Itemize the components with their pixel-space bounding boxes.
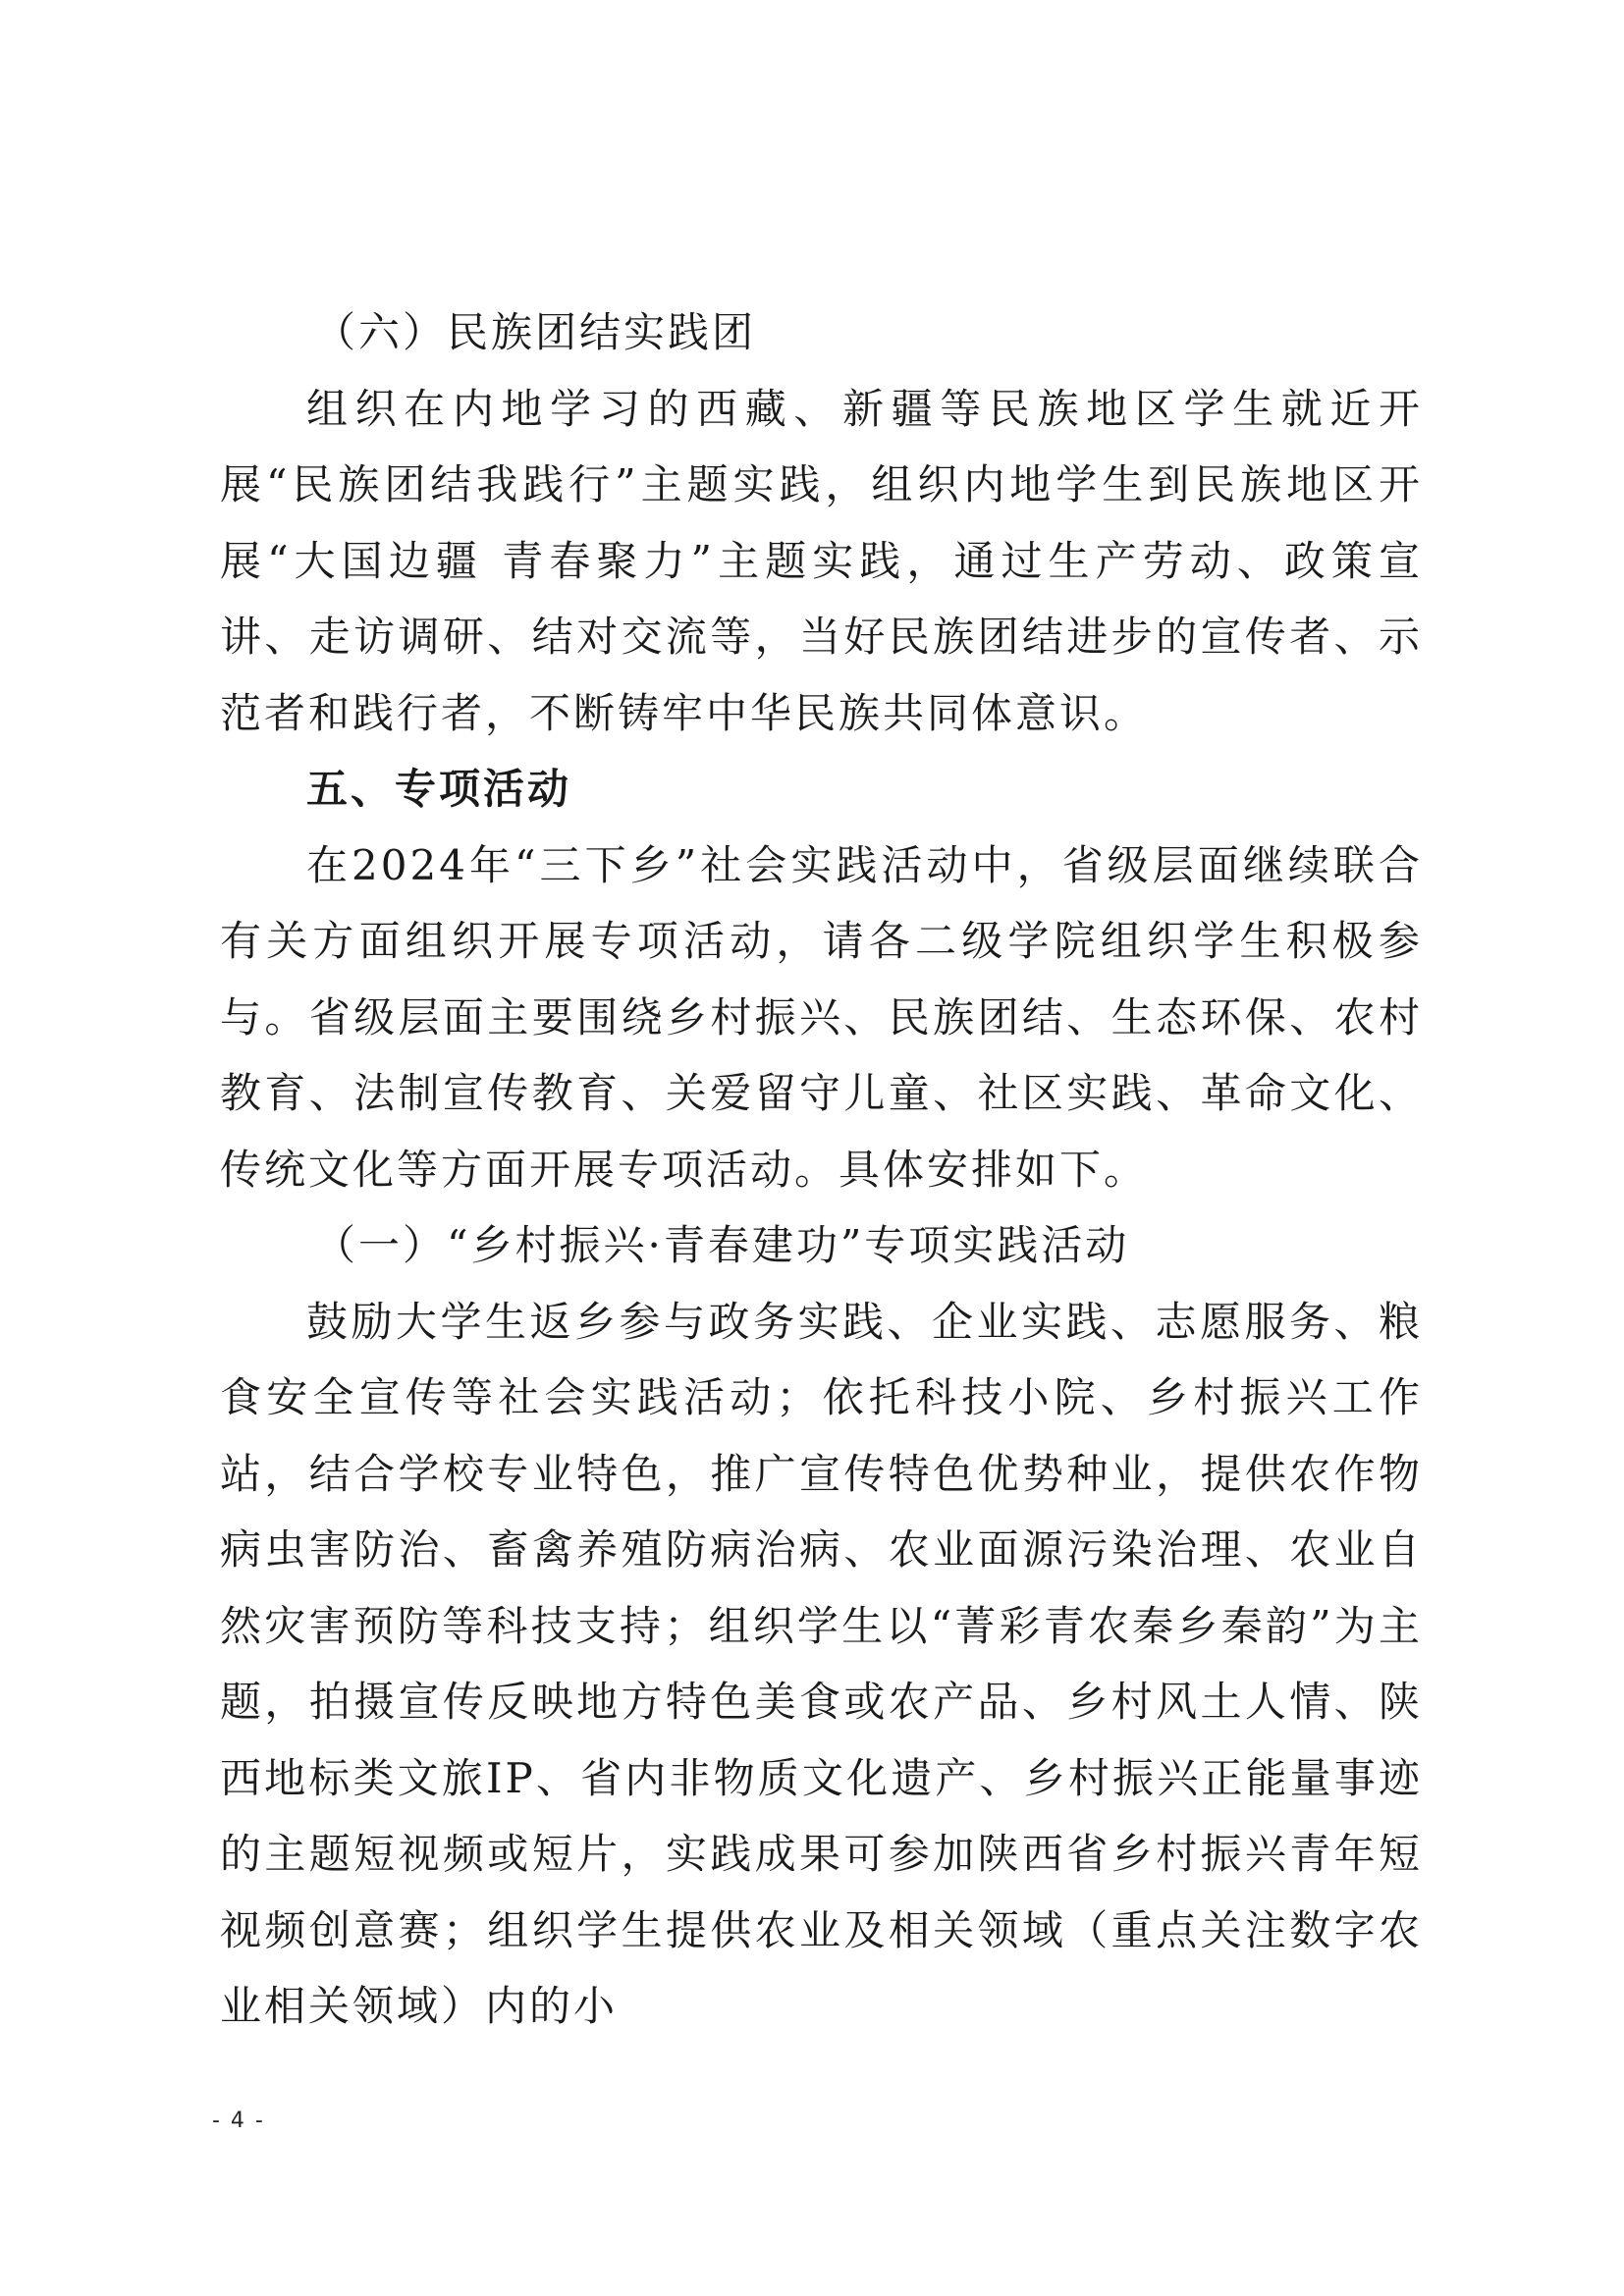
page-number: - 4 - bbox=[212, 2109, 265, 2133]
paragraph-ethnic-unity: 组织在内地学习的西藏、新疆等民族地区学生就近开展“民族团结我践行”主题实践，组织内地学生到民族地区开展“大国边疆 青春聚力”主题实践，通过生产劳动、政策宣讲、走访调研、结对交流等，当好民族团结进步的宣传者、示范者和践行者，不断铸牢中华民族共同体意识。 bbox=[220, 384, 1423, 737]
section-heading-ethnic-unity: （六）民族团结实践团 bbox=[314, 308, 757, 356]
section-heading-rural-revitalization: （一）“乡村振兴·青春建功”专项实践活动 bbox=[314, 1221, 1130, 1269]
paragraph-special-activities: 在2024年“三下乡”社会实践活动中，省级层面继续联合有关方面组织开展专项活动，请各二级学院组织学生积极参与。省级层面主要围绕乡村振兴、民族团结、生态环保、农村教育、法制宣传教育、关爱留守儿童、社区实践、革命文化、传统文化等方面开展专项活动。具体安排如下。 bbox=[220, 840, 1423, 1194]
part-heading-special-activities: 五、专项活动 bbox=[306, 765, 572, 813]
document-body bbox=[220, 294, 1423, 2045]
paragraph-rural-revitalization: 鼓励大学生返乡参与政务实践、企业实践、志愿服务、粮食安全宣传等社会实践活动；依托科技小院、乡村振兴工作站，结合学校专业特色，推广宣传特色优势种业，提供农作物病虫害防治、畜禽养殖防病治病、农业面源污染治理、农业自然灾害预防等科技支持；组织学生以“菁彩青农秦乡秦韵”为主题，拍摄宣传反映地方特色美食或农产品、乡村风土人情、陕西地标类文旅IP、省内非物质文化遗产、乡村振兴正能量事迹的主题短视频或短片，实践成果可参加陕西省乡村振兴青年短视频创意赛；组织学生提供农业及相关领域（重点关注数字农业相关领域）内的小 bbox=[220, 1297, 1423, 2030]
